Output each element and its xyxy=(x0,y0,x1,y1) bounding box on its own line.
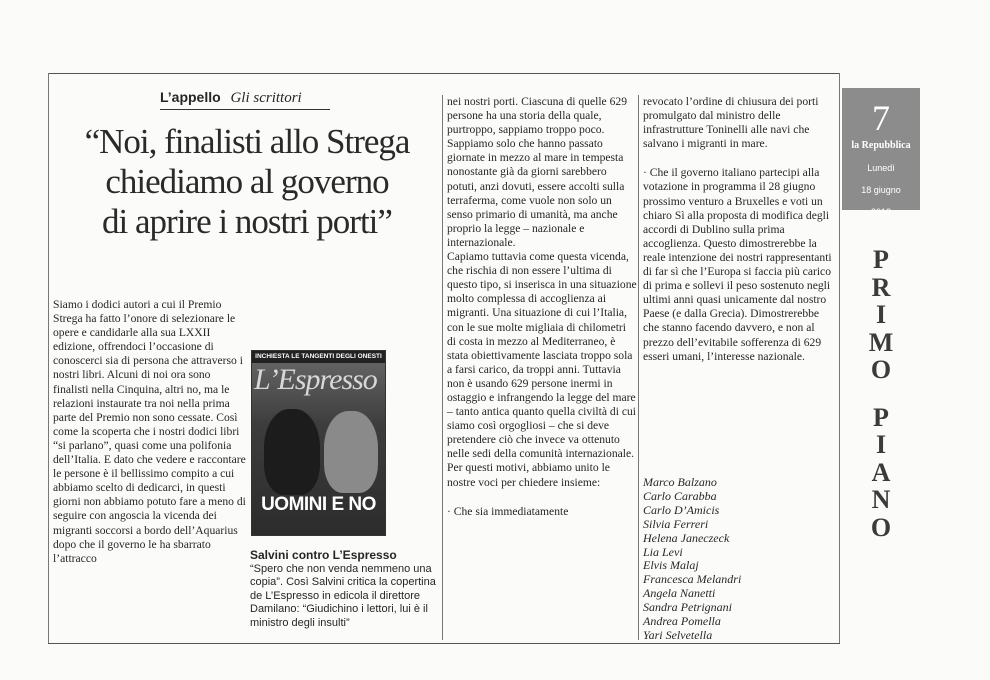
section-letter: R xyxy=(871,272,891,302)
headline-line: “Noi, finalisti allo Strega xyxy=(84,122,410,161)
newspaper-name: la Repubblica xyxy=(851,140,911,151)
signature: Carlo D’Amicis xyxy=(643,502,720,517)
caption-title: Salvini contro L’Espresso xyxy=(250,548,397,562)
section-word-piano xyxy=(856,404,906,542)
signature: Angela Nanetti xyxy=(643,586,716,601)
column-divider-right xyxy=(839,73,840,643)
issue-weekday: Lunedì xyxy=(867,163,895,173)
magazine-cover-headline: UOMINI E NO xyxy=(261,494,376,515)
section-letter: M xyxy=(868,327,894,357)
section-letter: P xyxy=(873,245,889,274)
magazine-masthead: L’Espresso xyxy=(254,363,377,396)
signature: Sandra Petrignani xyxy=(643,600,732,615)
paragraph: · Che il governo italiano partecipi alla votazione in programma il 28 giugno prossimo venturo a Bruxelles e voti un chiaro Sì alla proposta di modifica degli accordi di Dublino sulla prima accoglienza. Questo dimostrerebbe la reale intenzione dei nostri rappresentanti di far sì che l’Europa si faccia più carico di prima e sollevi il peso sostenuto negli ultimi anni quasi unicamente dal nostro Paese (e dalla Grecia). Dimostrerebbe che stanno facendo davvero, e non al prezzo dell’evitabile sofferenza di 629 esseri umani, l’interesse nazionale. xyxy=(643,166,832,363)
section-letter: N xyxy=(871,485,891,514)
section-letter: A xyxy=(871,457,891,487)
section-word-primo xyxy=(856,246,906,384)
top-rule xyxy=(48,73,840,74)
signature: Andrea Pomella xyxy=(643,614,721,629)
body-column-1 xyxy=(53,298,246,566)
paragraph: revocato l’ordine di chiusura dei porti promulgato dal ministro delle infrastrutture Toninelli alle navi che salvano i migranti in mare. xyxy=(643,95,819,151)
page-number-box xyxy=(842,88,920,217)
signature: Francesca Melandri xyxy=(643,572,742,587)
caption-text: “Spero che non venda nemmeno una copia”. Così Salvini critica la copertina de L’Espresso in edicola il direttore Damilano: “Giudichino i lettori, lui è il ministro degli insulti” xyxy=(250,563,436,629)
section-letter: I xyxy=(875,300,887,329)
body-column-3 xyxy=(447,95,637,519)
article-kicker xyxy=(160,89,450,107)
section-letter: I xyxy=(875,430,887,459)
headline-line: di aprire i nostri porti” xyxy=(102,202,392,241)
paragraph: · Che sia immediatamente xyxy=(447,504,569,518)
headline-line: chiediamo al governo xyxy=(105,162,389,201)
section-letter: P xyxy=(873,402,889,432)
signature: Helena Janeczeck xyxy=(643,530,730,545)
section-label xyxy=(856,246,906,541)
signature: Elvis Malaj xyxy=(643,558,699,573)
cover-portrait-right xyxy=(324,411,378,493)
kicker-underline xyxy=(160,109,330,110)
column-divider-left xyxy=(48,73,49,643)
issue-date: 18 giugno xyxy=(861,185,901,195)
section-letter: O xyxy=(870,512,892,542)
signature: Marco Balzano xyxy=(643,475,717,489)
paragraph: Per questi motivi, abbiamo unito le nostre voci per chiedere insieme: xyxy=(447,461,610,489)
kicker-label: L’appello xyxy=(160,89,221,105)
section-letter: O xyxy=(870,355,892,384)
signature: Lia Levi xyxy=(643,544,683,559)
signature-list xyxy=(643,476,833,643)
signature: Carlo Carabba xyxy=(643,488,717,503)
column-divider-1 xyxy=(442,95,443,640)
paragraph: Siamo i dodici autori a cui il Premio Strega ha fatto l’onore di selezionare le opere e candidarle alla sua LXXII edizione, offrendoci l’occasione di conoscerci sia di persona che attraverso i nostri libri. Alcuni di noi ora sono finalisti nella Cinquina, altri no, ma le relazioni instaurate tra noi nella prima parte del Premio non sono cessate. Così come la scoperta che i nostri dodici libri “si parlano”, quasi come una polifonia dell’Italia. E dato che vedere e raccontare le persone è il bellissimo compito a cui abbiamo scelto di dedicarci, in questi giorni non abbiamo potuto fare a meno di seguire con angoscia la vicenda dei migranti soccorsi a bordo dell’Aquarius dopo che il governo le ha sbarrato l’attracco xyxy=(53,298,246,565)
body-column-4 xyxy=(643,95,835,364)
page-number: 7 xyxy=(872,98,890,138)
signature: Silvia Ferreri xyxy=(643,516,709,531)
issue-year: 2018 xyxy=(870,207,892,217)
paragraph: Capiamo tuttavia come questa vicenda, che rischia di non essere l’ultima di questo tipo, si inserisca in una situazione molto complessa di accoglienza ai migranti. Una situazione di cui l’Italia, con le sue molte migliaia di chilometri di costa in mezzo al Mediterraneo, è stata obiettivamente lasciata troppo sola a farsi carico, da troppi anni. Tuttavia non è usando 629 persone inermi in ostaggio e infrangendo la legge del mare – tanto antica quanto quella civiltà di cui siamo così orgogliosi – che si deve pretendere ciò che invece va ottenuto nelle sedi della comunità internazionale. xyxy=(447,250,637,461)
bottom-rule xyxy=(48,643,840,644)
magazine-cover-image xyxy=(251,350,386,536)
magazine-top-strip: INCHIESTA LE TANGENTI DEGLI ONESTI xyxy=(252,351,385,363)
cover-portrait-left xyxy=(264,409,320,495)
column-divider-2 xyxy=(638,95,639,640)
kicker-sublabel: Gli scrittori xyxy=(230,90,302,106)
paragraph: nei nostri porti. Ciascuna di quelle 629 persone ha una storia della quale, purtroppo, sappiamo troppo poco. Sappiamo solo che hanno passato giornate in mezzo al mare in tempesta nonostante già da giorni sarebbero potuti, anzi dovuti, essere accolti sulla terraferma, come vuole non solo un senso primario di umanità, ma anche proprio la legge – nazionale e internazionale. xyxy=(447,95,627,249)
signature: Yari Selvetella xyxy=(643,627,713,642)
headline xyxy=(52,122,442,242)
